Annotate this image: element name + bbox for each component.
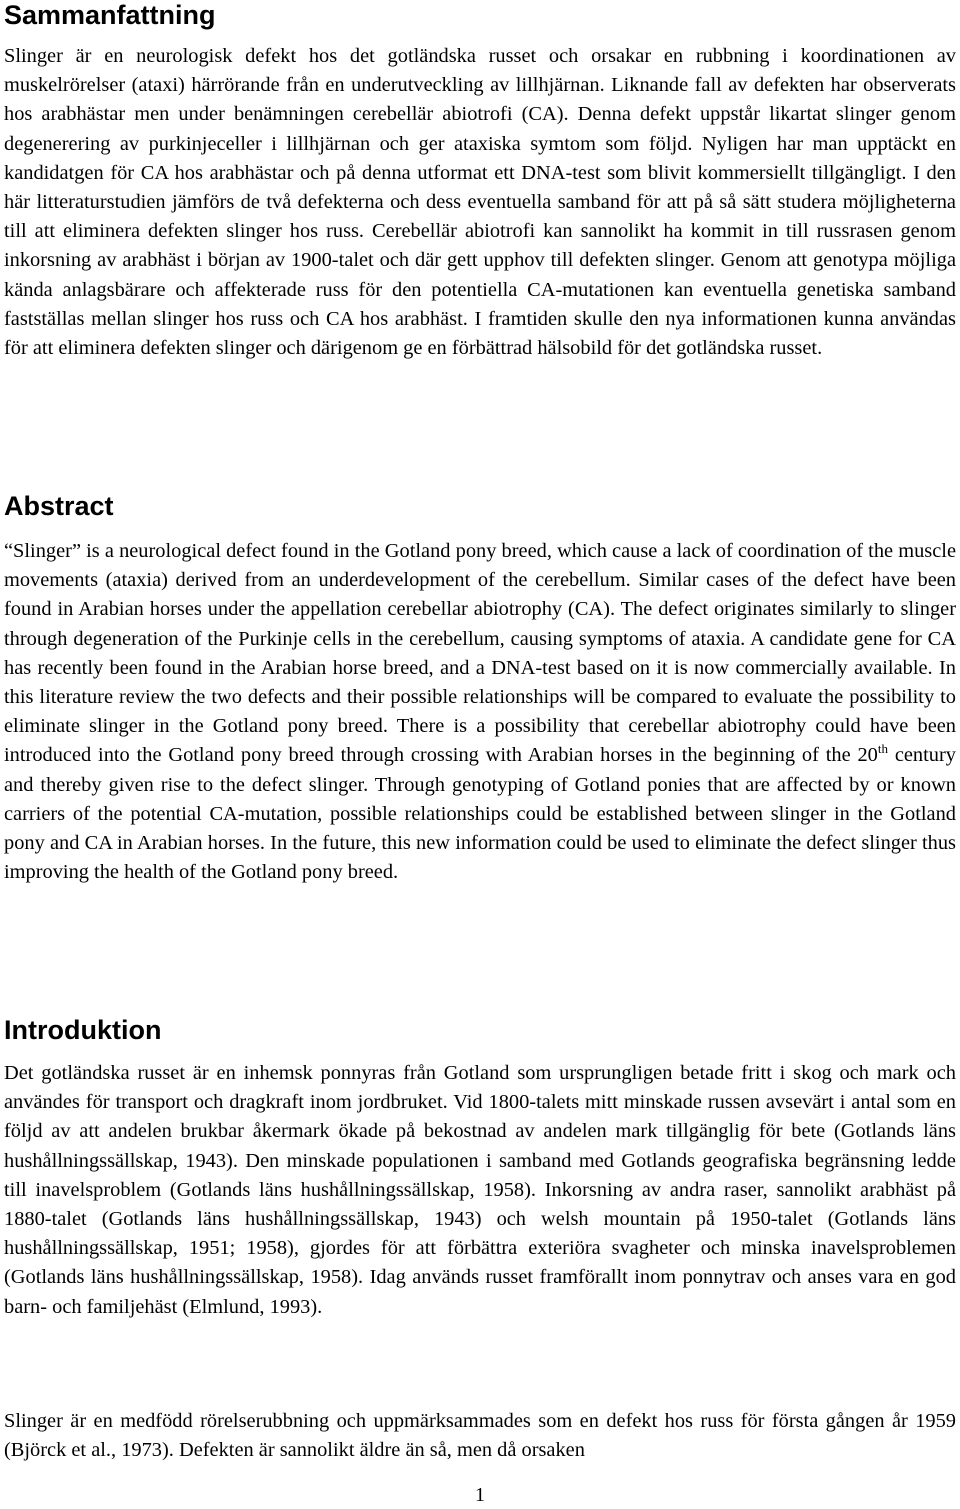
abstract-text-part-2: century and thereby given rise to the defect slinger. Through genotyping of Gotland ponies that are affected by or known carriers of the potential CA-mutation, possible relationships could be established between slinger in the Gotland pony and CA in Arabian horses. In the future, this new information could be used to eliminate the defect slinger thus improving the health of the Gotland pony breed. — [4, 744, 956, 884]
page-number: 1 — [475, 1484, 485, 1506]
section-heading-introduktion: Introduktion — [4, 1015, 162, 1045]
sammanfattning-paragraph: Slinger är en neurologisk defekt hos det gotländska russet och orsakar en rubbning i koordinationen av muskelrörelser (ataxi) härrörande från en underutveckling av lillhjärnan. Liknande fall av defekten har observerats hos arabhästar men under benämningen cerebellär abiotrofi (CA). Denna defekt uppstår likartat slinger genom degenerering av purkinjeceller i lillhjärnan och ger ataxiska symtom som följd. Nyligen har man upptäckt en kandidatgen för CA hos arabhästar och på denna utformat ett DNA-test som blivit kommersiellt tillgängligt. I den här litteraturstudien jämförs de två defekterna och dess eventuella samband för att på så sätt studera möjligheterna till att eliminera defekten slinger hos russ. Cerebellär abiotrofi kan sannolikt ha kommit in till russrasen genom inkorsning av arabhäst i början av 1900-talet och där gett upphov till defekten slinger. Genom att genotypa möjliga kända anlagsbärare och affekterade russ för den potentiella CA-mutationen kan eventuella genetiska samband fastställas mellan slinger hos russ och CA hos arabhäst. I framtiden skulle den nya informationen kunna användas för att eliminera defekten slinger och därigenom ge en förbättrad hälsobild för det gotländska russet. — [4, 45, 956, 360]
abstract-paragraph — [4, 537, 956, 887]
introduktion-paragraph-2: Slinger är en medfödd rörelserubbning och uppmärksammades som en defekt hos russ för första gången år 1959 (Björck et al., 1973). Defekten är sannolikt äldre än så, men då orsaken — [4, 1410, 956, 1462]
abstract-text-part-1: “Slinger” is a neurological defect found in the Gotland pony breed, which cause a lack of coordination of the muscle movements (ataxia) derived from an underdevelopment of the cerebellum. Similar cases of the defect have been found in Arabian horses under the appellation cerebellar abiotrophy (CA). The defect originates similarly to slinger through degeneration of the Purkinje cells in the cerebellum, causing symptoms of ataxia. A candidate gene for CA has recently been found in the Arabian horse breed, and a DNA-test based on it is now commercially available. In this literature review the two defects and their possible relationships will be compared to evaluate the possibility to eliminate slinger in the Gotland pony breed. There is a possibility that cerebellar abiotrophy could have been introduced into the Gotland pony breed through crossing with Arabian horses in the beginning of the 20 — [4, 540, 956, 767]
abstract-superscript: th — [877, 741, 888, 757]
introduktion-paragraph-1: Det gotländska russet är en inhemsk ponnyras från Gotland som ursprungligen betade fritt i skog och mark och användes för transport och dragkraft inom jordbruket. Vid 1800-talets mitt minskade russen avsevärt i antal som en följd av att andelen brukbar åkermark ökade på bekostnad av andelen mark tillgänglig för bete (Gotlands läns hushållningssällskap, 1943). Den minskade populationen i samband med Gotlands geografiska begränsning ledde till inavelsproblem (Gotlands läns hushållningssällskap, 1958). Inkorsning av andra raser, sannolikt arabhäst på 1880-talet (Gotlands läns hushållningssällskap, 1943) och welsh mountain på 1950-talet (Gotlands läns hushållningssällskap, 1951; 1958), gjordes för att förbättra exteriöra svagheter och minska inavelsproblemen (Gotlands läns hushållningssällskap, 1958). Idag används russet framförallt inom ponnytrav och anses vara en god barn- och familjehäst (Elmlund, 1993). — [4, 1062, 956, 1318]
section-heading-abstract: Abstract — [4, 491, 114, 521]
section-heading-sammanfattning: Sammanfattning — [4, 0, 216, 30]
